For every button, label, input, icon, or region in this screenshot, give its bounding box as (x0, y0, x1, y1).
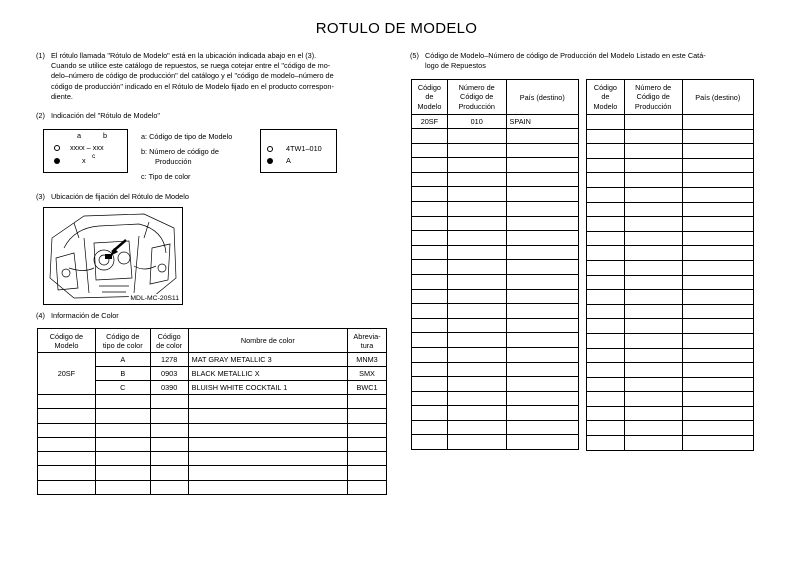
empty-row (38, 395, 387, 409)
section-1-line: Cuando se utilice este catálogo de repuestos, se ruega cotejar entre el "código de mo- (51, 61, 331, 71)
empty-cell (624, 304, 682, 319)
empty-cell (682, 115, 753, 130)
section-1 (36, 51, 396, 103)
empty-cell (624, 290, 682, 305)
empty-cell (624, 231, 682, 246)
empty-cell (447, 260, 506, 275)
empty-row (587, 158, 754, 173)
empty-cell (506, 245, 578, 260)
empty-row (412, 318, 579, 333)
empty-cell (447, 245, 506, 260)
empty-cell (624, 173, 682, 188)
empty-cell (506, 260, 578, 275)
empty-cell (506, 377, 578, 392)
empty-cell (412, 274, 448, 289)
header-abbreviation: Abrevia- tura (348, 329, 387, 353)
empty-row (412, 289, 579, 304)
empty-cell (412, 260, 448, 275)
empty-cell (587, 363, 625, 378)
legend-b-line2: Producción (155, 157, 192, 166)
empty-cell (95, 480, 150, 494)
empty-cell (150, 480, 188, 494)
section-5-title (425, 51, 706, 71)
empty-row (38, 480, 387, 494)
empty-cell (506, 391, 578, 406)
code-pattern: xxxx – xxx (70, 143, 104, 152)
empty-cell (682, 260, 753, 275)
empty-cell (188, 437, 347, 451)
empty-cell (587, 158, 625, 173)
section-2-title: Indicación del "Rótulo de Modelo" (51, 111, 161, 120)
empty-row (412, 187, 579, 202)
empty-cell (624, 260, 682, 275)
empty-cell (95, 423, 150, 437)
empty-cell (506, 420, 578, 435)
empty-cell (624, 129, 682, 144)
empty-cell (38, 480, 96, 494)
empty-cell (682, 436, 753, 451)
empty-rows (412, 129, 579, 450)
section-4-number: (4) (36, 311, 45, 320)
section-4-title: Información de Color (51, 311, 119, 320)
cell-model: 20SF (38, 353, 96, 395)
cell: SPAIN (506, 115, 578, 129)
empty-cell (587, 173, 625, 188)
empty-cell (412, 420, 448, 435)
empty-cell (447, 158, 506, 173)
empty-cell (587, 406, 625, 421)
page-title: ROTULO DE MODELO (315, 20, 478, 37)
empty-cell (412, 143, 448, 158)
empty-cell (506, 304, 578, 319)
empty-row (412, 216, 579, 231)
empty-cell (624, 187, 682, 202)
empty-cell (624, 377, 682, 392)
empty-cell (412, 318, 448, 333)
label-b: b (103, 131, 108, 140)
empty-cell (447, 420, 506, 435)
section-1-line: código de producción" indicado en el Rótulo de Modelo fijado en el producto correspon- (51, 81, 334, 91)
empty-cell (506, 216, 578, 231)
cell: B (95, 367, 150, 381)
empty-cell (348, 466, 387, 480)
section-1-line: El rótulo llamada "Rótulo de Modelo" está en la ubicación indicada abajo en el (3). (51, 51, 317, 60)
empty-cell (150, 409, 188, 423)
motorcycle-illustration (44, 208, 182, 304)
empty-cell (447, 216, 506, 231)
empty-row (412, 172, 579, 187)
empty-cell (150, 395, 188, 409)
empty-cell (587, 436, 625, 451)
empty-cell (624, 115, 682, 130)
empty-cell (624, 319, 682, 334)
empty-cell (412, 245, 448, 260)
empty-cell (38, 409, 96, 423)
cell: SMX (348, 367, 387, 381)
empty-cell (38, 423, 96, 437)
empty-cell (506, 289, 578, 304)
cell: BWC1 (348, 381, 387, 395)
cell: MNM3 (348, 353, 387, 367)
empty-cell (447, 362, 506, 377)
empty-cell (447, 231, 506, 246)
empty-cell (447, 143, 506, 158)
empty-cell (587, 377, 625, 392)
empty-cell (412, 129, 448, 144)
empty-row (412, 158, 579, 173)
empty-cell (624, 275, 682, 290)
label-c: c (92, 153, 96, 160)
empty-cell (412, 347, 448, 362)
empty-row (587, 231, 754, 246)
empty-cell (447, 435, 506, 450)
empty-cell (506, 231, 578, 246)
empty-row (587, 246, 754, 261)
empty-row (587, 348, 754, 363)
empty-row (412, 143, 579, 158)
empty-cell (447, 304, 506, 319)
empty-cell (624, 246, 682, 261)
empty-cell (624, 363, 682, 378)
empty-cell (348, 480, 387, 494)
section-3-number: (3) (36, 192, 45, 201)
empty-row (587, 260, 754, 275)
cell: 1278 (150, 353, 188, 367)
empty-cell (682, 202, 753, 217)
empty-cell (188, 452, 347, 466)
empty-cell (447, 377, 506, 392)
empty-cell (587, 333, 625, 348)
empty-cell (447, 187, 506, 202)
circle-icon (54, 145, 60, 151)
empty-cell (188, 395, 347, 409)
empty-row (412, 406, 579, 421)
filled-circle-icon (54, 158, 60, 164)
empty-row (587, 129, 754, 144)
empty-cell (412, 435, 448, 450)
empty-row (587, 217, 754, 232)
empty-cell (682, 275, 753, 290)
empty-row (38, 466, 387, 480)
empty-cell (348, 409, 387, 423)
empty-cell (587, 202, 625, 217)
empty-row (412, 420, 579, 435)
empty-row (412, 435, 579, 450)
empty-cell (682, 246, 753, 261)
empty-rows (38, 395, 387, 495)
section-1-number: (1) (36, 51, 45, 60)
empty-cell (682, 333, 753, 348)
empty-row (412, 274, 579, 289)
empty-cell (587, 304, 625, 319)
empty-cell (447, 201, 506, 216)
section-3-heading (36, 192, 336, 203)
empty-cell (447, 333, 506, 348)
empty-cell (624, 348, 682, 363)
empty-row (412, 245, 579, 260)
production-code-table-right (586, 79, 754, 451)
empty-row (587, 304, 754, 319)
empty-row (587, 144, 754, 159)
empty-cell (682, 144, 753, 159)
empty-row (412, 260, 579, 275)
section-5-title-line: logo de Repuestos (425, 61, 486, 71)
section-5-title-line: Código de Modelo–Número de código de Producción del Modelo Listado en este Catá- (425, 51, 706, 60)
empty-cell (95, 437, 150, 451)
empty-cell (412, 289, 448, 304)
empty-cell (348, 452, 387, 466)
empty-cell (624, 158, 682, 173)
empty-cell (506, 406, 578, 421)
empty-cell (587, 319, 625, 334)
empty-cell (447, 391, 506, 406)
empty-cell (682, 187, 753, 202)
location-image (43, 207, 183, 305)
empty-cell (682, 348, 753, 363)
cell: C (95, 381, 150, 395)
empty-cell (506, 201, 578, 216)
empty-rows (587, 115, 754, 451)
empty-cell (682, 231, 753, 246)
empty-cell (587, 129, 625, 144)
empty-cell (95, 409, 150, 423)
empty-row (412, 231, 579, 246)
section-1-line: diente. (51, 91, 73, 101)
empty-cell (682, 304, 753, 319)
empty-cell (95, 452, 150, 466)
section-4-heading (36, 311, 336, 322)
empty-cell (682, 319, 753, 334)
empty-cell (412, 158, 448, 173)
section-3-title: Ubicación de fijación del Rótulo de Modelo (51, 192, 189, 201)
header-production-code: Número de Código de Producción (447, 80, 506, 115)
cell: 010 (447, 115, 506, 129)
empty-cell (447, 406, 506, 421)
empty-cell (682, 158, 753, 173)
empty-cell (682, 217, 753, 232)
legend-c: c: Tipo de color (141, 172, 191, 181)
empty-cell (506, 187, 578, 202)
color-x: x (82, 156, 86, 165)
empty-cell (38, 466, 96, 480)
empty-row (587, 187, 754, 202)
empty-cell (38, 452, 96, 466)
empty-cell (624, 202, 682, 217)
legend-b-line1: b: Número de código de (141, 147, 219, 156)
empty-row (587, 333, 754, 348)
image-reference-label: MDL-MC-20S11 (130, 295, 179, 302)
empty-cell (587, 217, 625, 232)
empty-cell (150, 437, 188, 451)
empty-cell (412, 377, 448, 392)
header-color-code: Código de color (150, 329, 188, 353)
empty-cell (682, 392, 753, 407)
color-info-table (37, 328, 387, 495)
empty-cell (587, 115, 625, 130)
empty-cell (682, 173, 753, 188)
empty-cell (682, 129, 753, 144)
empty-cell (506, 333, 578, 348)
empty-cell (447, 274, 506, 289)
empty-cell (624, 217, 682, 232)
circle-icon (267, 146, 273, 152)
empty-cell (412, 172, 448, 187)
empty-cell (150, 452, 188, 466)
empty-cell (587, 348, 625, 363)
empty-cell (587, 421, 625, 436)
empty-cell (447, 289, 506, 304)
empty-cell (412, 201, 448, 216)
empty-cell (188, 409, 347, 423)
filled-circle-icon (267, 158, 273, 164)
header-color-name: Nombre de color (188, 329, 347, 353)
header-production-code: Número de Código de Producción (624, 80, 682, 115)
empty-row (587, 290, 754, 305)
empty-row (38, 437, 387, 451)
empty-cell (412, 187, 448, 202)
empty-cell (412, 406, 448, 421)
empty-cell (682, 290, 753, 305)
empty-row (587, 202, 754, 217)
empty-row (38, 409, 387, 423)
empty-cell (587, 275, 625, 290)
cell: BLACK METALLIC X (188, 367, 347, 381)
empty-cell (506, 143, 578, 158)
empty-row (587, 363, 754, 378)
empty-cell (682, 421, 753, 436)
empty-row (587, 319, 754, 334)
empty-cell (506, 129, 578, 144)
empty-cell (587, 392, 625, 407)
empty-cell (348, 395, 387, 409)
empty-row (412, 347, 579, 362)
section-5-number: (5) (410, 51, 419, 60)
empty-row (587, 173, 754, 188)
empty-row (587, 421, 754, 436)
empty-cell (587, 144, 625, 159)
empty-row (412, 333, 579, 348)
empty-cell (506, 347, 578, 362)
empty-cell (412, 231, 448, 246)
empty-cell (38, 437, 96, 451)
empty-row (38, 452, 387, 466)
empty-cell (506, 274, 578, 289)
cell: 0390 (150, 381, 188, 395)
empty-cell (348, 423, 387, 437)
example-code: 4TW1–010 (286, 144, 322, 153)
empty-row (412, 391, 579, 406)
empty-cell (624, 421, 682, 436)
section-2-heading (36, 111, 336, 122)
empty-cell (188, 480, 347, 494)
empty-cell (412, 362, 448, 377)
empty-cell (682, 363, 753, 378)
empty-cell (412, 304, 448, 319)
empty-cell (587, 187, 625, 202)
empty-cell (447, 129, 506, 144)
example-color: A (286, 156, 291, 165)
empty-cell (624, 406, 682, 421)
cell: 20SF (412, 115, 448, 129)
header-color-type: Código de tipo de color (95, 329, 150, 353)
empty-cell (682, 377, 753, 392)
section-5-heading (410, 51, 770, 73)
empty-cell (188, 466, 347, 480)
empty-cell (587, 290, 625, 305)
empty-row (412, 129, 579, 144)
cell: BLUISH WHITE COCKTAIL 1 (188, 381, 347, 395)
empty-cell (506, 158, 578, 173)
label-a: a (77, 131, 82, 140)
empty-row (412, 362, 579, 377)
empty-cell (447, 172, 506, 187)
empty-cell (506, 362, 578, 377)
legend-a: a: Código de tipo de Modelo (141, 132, 233, 141)
empty-cell (412, 216, 448, 231)
cell: MAT GRAY METALLIC 3 (188, 353, 347, 367)
empty-row (587, 406, 754, 421)
cell: 0903 (150, 367, 188, 381)
empty-cell (587, 246, 625, 261)
empty-cell (38, 395, 96, 409)
header-country: País (destino) (506, 80, 578, 115)
empty-row (587, 275, 754, 290)
empty-cell (624, 333, 682, 348)
empty-cell (447, 347, 506, 362)
empty-row (412, 304, 579, 319)
section-2-number: (2) (36, 111, 45, 120)
empty-cell (412, 391, 448, 406)
empty-row (38, 423, 387, 437)
empty-cell (188, 423, 347, 437)
empty-cell (624, 436, 682, 451)
empty-cell (682, 406, 753, 421)
empty-row (412, 201, 579, 216)
empty-cell (412, 333, 448, 348)
cell: A (95, 353, 150, 367)
header-model-code: Código de Modelo (587, 80, 625, 115)
section-1-text (51, 51, 334, 102)
empty-cell (95, 466, 150, 480)
header-model-code: Código de Modelo (412, 80, 448, 115)
empty-row (587, 377, 754, 392)
empty-cell (587, 231, 625, 246)
empty-cell (506, 172, 578, 187)
production-code-table-left (411, 79, 579, 450)
empty-cell (624, 144, 682, 159)
empty-cell (506, 435, 578, 450)
empty-row (587, 115, 754, 130)
empty-row (587, 436, 754, 451)
section-1-line: delo–número de código de producción" del catálogo y el "código de modelo–número de (51, 71, 334, 81)
header-model-code: Código de Modelo (38, 329, 96, 353)
empty-cell (587, 260, 625, 275)
empty-cell (624, 392, 682, 407)
empty-cell (150, 466, 188, 480)
empty-cell (150, 423, 188, 437)
empty-cell (95, 395, 150, 409)
empty-row (412, 377, 579, 392)
empty-cell (348, 437, 387, 451)
empty-row (587, 392, 754, 407)
empty-cell (506, 318, 578, 333)
header-country: País (destino) (682, 80, 753, 115)
empty-cell (447, 318, 506, 333)
